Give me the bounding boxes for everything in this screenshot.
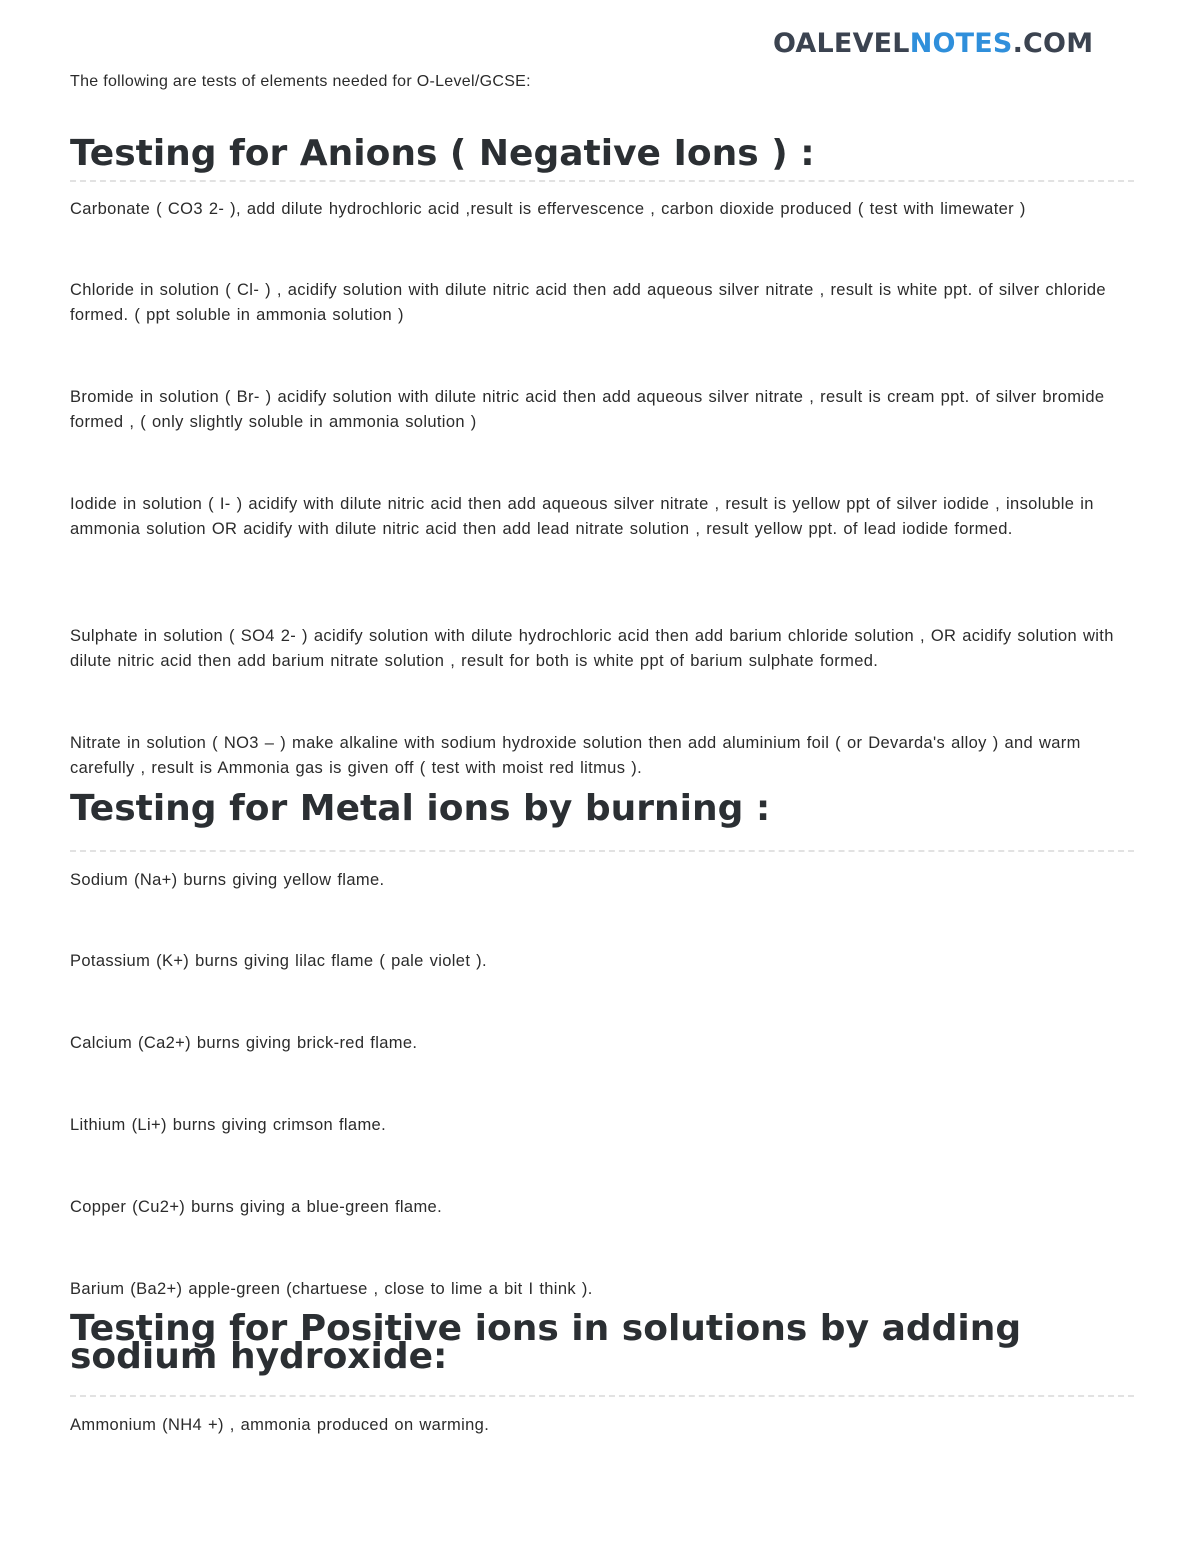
test-bromide: Bromide in solution ( Br- ) acidify solution with dilute nitric acid then add aqueous silver nitrate , result is cream ppt. of silver bromide formed , ( only slightly soluble in ammonia solution ): [70, 388, 1105, 431]
section-divider: [70, 850, 1134, 852]
section-heading-anions: Testing for Anions ( Negative Ions ) :: [70, 133, 815, 174]
section-heading-flame-tests: Testing for Metal ions by burning :: [70, 788, 771, 829]
logo-text-oalevel: OALEVEL: [773, 28, 910, 59]
test-iodide: Iodide in solution ( I- ) acidify with dilute nitric acid then add aqueous silver nitrate , result is yellow ppt of silver iodide , insoluble in ammonia solution OR acidify with dilute nitric acid then add lead nitrate solution , result yellow ppt. of lead iodide formed.: [70, 495, 1094, 538]
section-heading-naoh-tests: Testing for Positive ions in solutions by adding sodium hydroxide:: [70, 1308, 1022, 1377]
intro-text: The following are tests of elements needed for O-Level/GCSE:: [70, 73, 531, 90]
flame-test-barium: Barium (Ba2+) apple-green (chartuese , close to lime a bit I think ).: [70, 1280, 593, 1298]
test-nitrate: Nitrate in solution ( NO3 – ) make alkaline with sodium hydroxide solution then add aluminium foil ( or Devarda's alloy ) and warm carefully , result is Ammonia gas is given off ( test with moist red litmus ).: [70, 734, 1081, 777]
section-divider: [70, 1395, 1134, 1397]
test-chloride: Chloride in solution ( Cl- ) , acidify solution with dilute nitric acid then add aqueous silver nitrate , result is white ppt. of silver chloride formed. ( ppt soluble in ammonia solution ): [70, 281, 1106, 324]
section-divider: [70, 180, 1134, 182]
naoh-test-ammonium: Ammonium (NH4 +) , ammonia produced on warming.: [70, 1416, 490, 1434]
flame-test-sodium: Sodium (Na+) burns giving yellow flame.: [70, 871, 385, 889]
test-sulphate: Sulphate in solution ( SO4 2- ) acidify solution with dilute hydrochloric acid then add barium chloride solution , OR acidify solution with dilute nitric acid then add barium nitrate solution , result for both is white ppt of barium sulphate formed.: [70, 627, 1114, 670]
test-carbonate: Carbonate ( CO3 2- ), add dilute hydrochloric acid ,result is effervescence , carbon dioxide produced ( test with limewater ): [70, 200, 1026, 218]
logo-text-com: .COM: [1012, 28, 1094, 59]
flame-test-calcium: Calcium (Ca2+) burns giving brick-red flame.: [70, 1034, 418, 1052]
logo-text-notes: NOTES: [909, 28, 1013, 59]
flame-test-potassium: Potassium (K+) burns giving lilac flame ( pale violet ).: [70, 952, 487, 970]
site-logo[interactable]: [773, 28, 1093, 59]
flame-test-copper: Copper (Cu2+) burns giving a blue-green flame.: [70, 1198, 442, 1216]
flame-test-lithium: Lithium (Li+) burns giving crimson flame.: [70, 1116, 387, 1134]
